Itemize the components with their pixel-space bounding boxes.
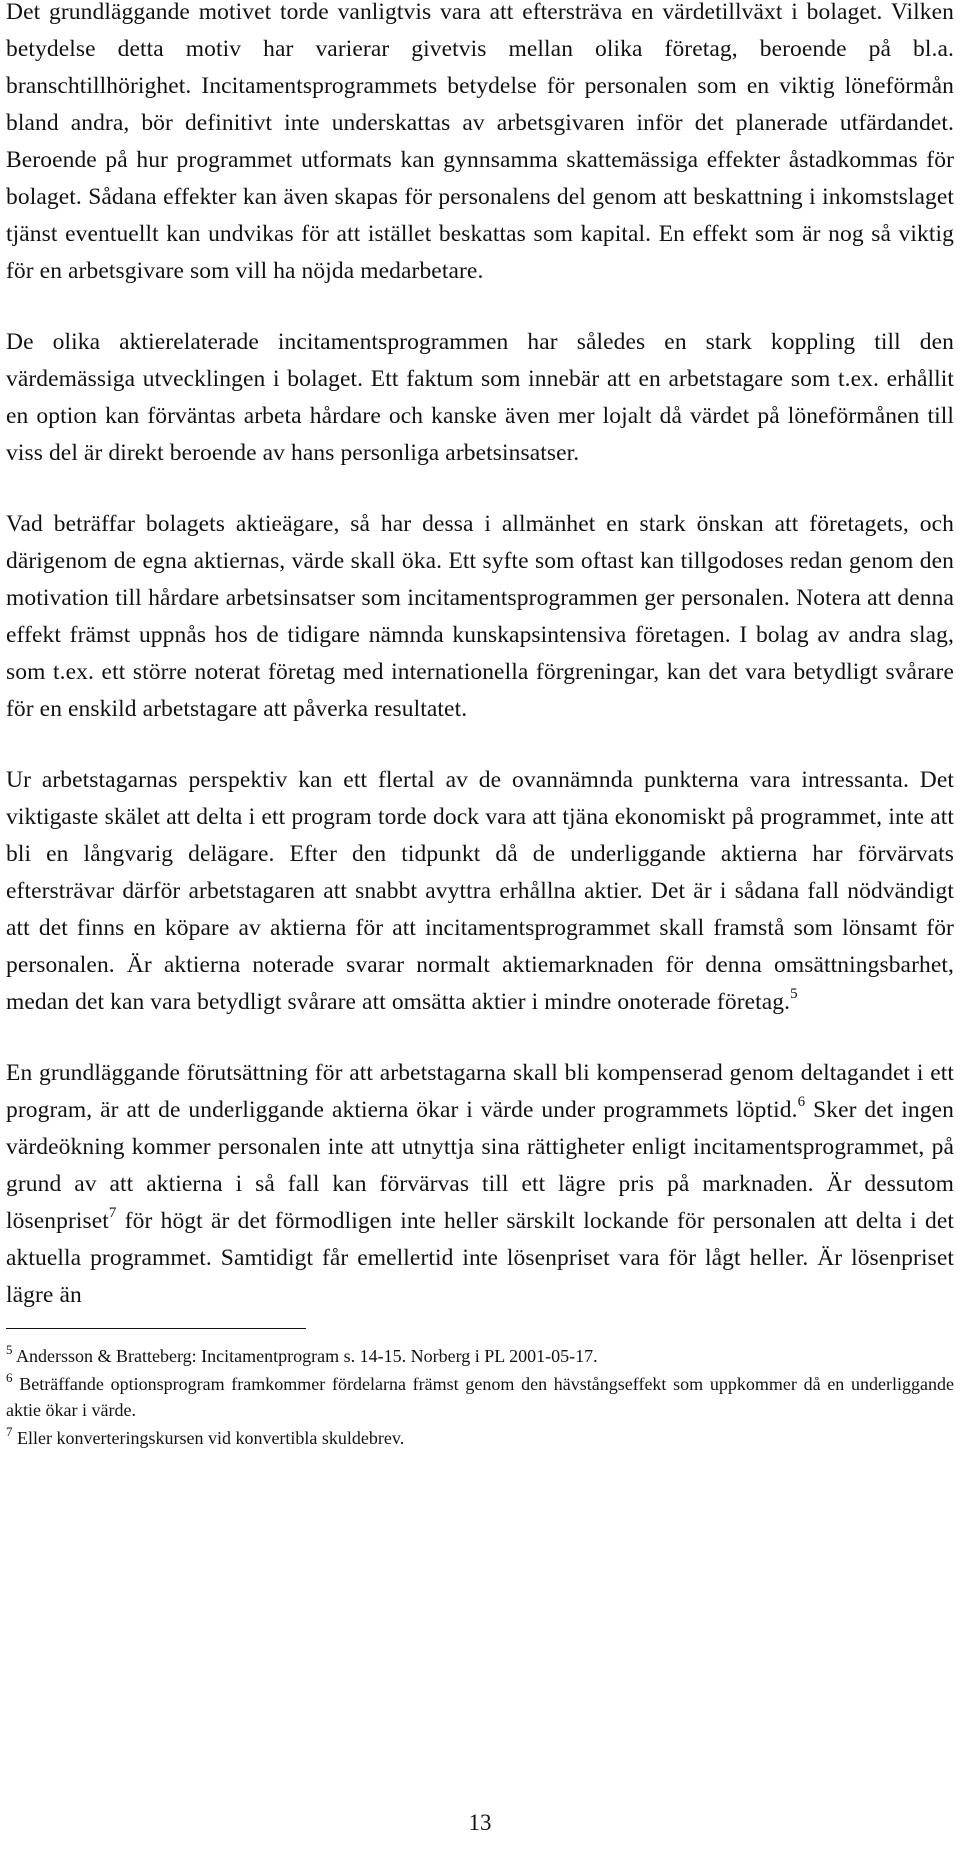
footnote-divider [6, 1328, 306, 1329]
footnote-text: Andersson & Bratteberg: Incitamentprogram s. 14-15. Norberg i PL 2001-05-17. [16, 1346, 598, 1366]
footnote-number: 5 [6, 1342, 13, 1357]
footnote-ref-6[interactable]: 6 [797, 1094, 806, 1111]
paragraph-2 [6, 324, 954, 472]
footnote-6 [6, 1371, 954, 1423]
paragraph-4 [6, 762, 954, 1021]
paragraph-5-text-a: En grundläggande förutsättning för att arbetstagarna skall bli kompenserad genom deltagandet i ett program, är att de underliggande aktierna ökar i värde under programmets löptid. [6, 1060, 954, 1123]
footnotes-section [6, 1343, 954, 1451]
footnote-number: 7 [6, 1424, 13, 1439]
paragraph-1 [6, 0, 954, 290]
paragraph-3 [6, 506, 954, 728]
paragraph-3-text: Vad beträffar bolagets aktieägare, så har dessa i allmänhet en stark önskan att företagets, och därigenom de egna aktiernas, värde skall öka. Ett syfte som oftast kan tillgodoses redan genom den motivation till hårdare arbetsinsatser som incitamentsprogrammen ger personalen. Notera att denna effekt främst uppnås hos de tidigare nämnda kunskapsintensiva företagen. I bolag av andra slag, som t.ex. ett större noterat företag med internationella förgreningar, kan det vara betydligt svårare för en enskild arbetstagare att påverka resultatet. [6, 511, 954, 722]
footnote-ref-5[interactable]: 5 [790, 986, 798, 1003]
footnote-5 [6, 1343, 954, 1369]
paragraph-4-text: Ur arbetstagarnas perspektiv kan ett flertal av de ovannämnda punkterna vara intressanta. Det viktigaste skälet att delta i ett program torde dock vara att tjäna ekonomiskt på programmet, inte att bli en långvarig delägare. Efter den tidpunkt då de underliggande aktierna har förvärvats eftersträvar därför arbetstagaren att snabbt avyttra erhållna aktier. Det är i sådana fall nödvändigt att det finns en köpare av aktierna för att incitamentsprogrammet skall framstå som lönsamt för personalen. Är aktierna noterade svarar normalt aktiemarknaden för denna omsättningsbarhet, medan det kan vara betydligt svårare att omsätta aktier i mindre onoterade företag. [6, 767, 954, 1015]
paragraph-5 [6, 1055, 954, 1314]
paragraph-5-text-b: Sker det ingen värdeökning kommer personalen inte att utnyttja sina rättigheter enligt incitamentsprogrammet, på grund av att aktierna i så fall kan förvärvas till ett lägre pris på marknaden. Är dessutom lösenpriset [6, 1097, 954, 1234]
footnote-ref-7[interactable]: 7 [108, 1205, 117, 1222]
footnote-text: Beträffande optionsprogram framkommer fördelarna främst genom den hävstångseffekt som uppkommer då en underliggande aktie ökar i värde. [6, 1374, 954, 1420]
footnote-number: 6 [6, 1370, 13, 1385]
footnote-7 [6, 1425, 954, 1451]
paragraph-1-text: Det grundläggande motivet torde vanligtvis vara att eftersträva en värdetillväxt i bolaget. Vilken betydelse detta motiv har varierar givetvis mellan olika företag, beroende på bl.a. branschtillhörighet. Incitamentsprogrammets betydelse för personalen som en viktig löneförmån bland andra, bör definitivt inte underskattas av arbetsgivaren inför det planerade utfärdandet. Beroende på hur programmet utformats kan gynnsamma skattemässiga effekter åstadkommas för bolaget. Sådana effekter kan även skapas för personalens del genom att beskattning i inkomstslaget tjänst eventuellt kan undvikas för att istället beskattas som kapital. En effekt som är nog så viktig för en arbetsgivare som vill ha nöjda medarbetare. [6, 0, 954, 284]
paragraph-2-text: De olika aktierelaterade incitamentsprogrammen har således en stark koppling till den värdemässiga utvecklingen i bolaget. Ett faktum som innebär att en arbetstagare som t.ex. erhållit en option kan förväntas arbeta hårdare och kanske även mer lojalt då värdet på löneförmånen till viss del är direkt beroende av hans personliga arbetsinsatser. [6, 329, 954, 466]
page-number: 13 [468, 1810, 492, 1835]
footnote-text: Eller konverteringskursen vid konvertibla skuldebrev. [17, 1428, 405, 1448]
paragraph-5-text-c: för högt är det förmodligen inte heller särskilt lockande för personalen att delta i det aktuella programmet. Samtidigt får emellertid inte lösenpriset vara för lågt heller. Är lösenpriset lägre än [6, 1208, 954, 1308]
